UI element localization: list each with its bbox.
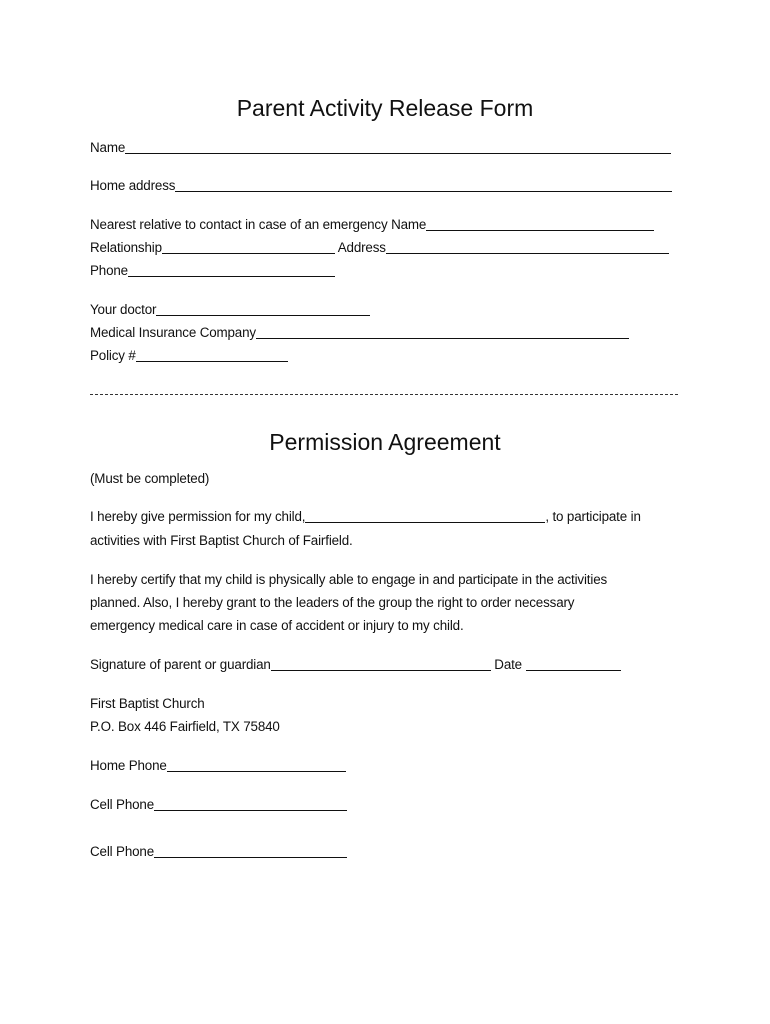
must-complete-note: (Must be completed) [90, 471, 210, 486]
phone-label: Phone [90, 263, 128, 278]
form-title: Parent Activity Release Form [236, 95, 534, 121]
signature-field[interactable] [271, 657, 491, 671]
signature-row [90, 656, 621, 674]
church-address: P.O. Box 446 Fairfield, TX 75840 [90, 719, 280, 734]
insurance-row [90, 324, 629, 342]
relative-address-field[interactable] [386, 240, 669, 254]
section-divider [90, 394, 678, 395]
cell-phone-row-1 [90, 796, 347, 814]
cell-phone-row-2 [90, 843, 347, 861]
relative-phone-field[interactable] [128, 263, 335, 277]
name-label: Name [90, 140, 126, 155]
permission-title: Permission Agreement [269, 429, 501, 455]
home-phone-field[interactable] [167, 758, 346, 772]
cell-phone-label-2: Cell Phone [90, 844, 155, 859]
nearest-relative-row [90, 216, 654, 234]
permission-text-2: , to participate in [545, 509, 641, 524]
certify-line-2: planned. Also, I hereby grant to the leaders of the group the right to order necessary [90, 595, 575, 610]
child-name-field[interactable] [305, 509, 545, 523]
name-row [90, 139, 671, 157]
insurance-label: Medical Insurance Company [90, 325, 256, 340]
doctor-label: Your doctor [90, 302, 157, 317]
cell-phone-field-2[interactable] [154, 844, 347, 858]
nearest-relative-label: Nearest relative to contact in case of an emergency Name [90, 217, 427, 232]
doctor-row [90, 301, 370, 319]
home-phone-label: Home Phone [90, 758, 167, 773]
relationship-label: Relationship [90, 240, 162, 255]
nearest-relative-name-field[interactable] [426, 217, 654, 231]
home-address-label: Home address [90, 178, 176, 193]
permission-line-2: activities with First Baptist Church of Fairfield. [90, 533, 353, 548]
address-label: Address [337, 240, 386, 255]
home-address-row [90, 177, 672, 195]
cell-phone-label-1: Cell Phone [90, 797, 155, 812]
date-field[interactable] [526, 657, 621, 671]
date-label: Date [494, 657, 522, 672]
insurance-field[interactable] [256, 325, 629, 339]
relationship-field[interactable] [162, 240, 335, 254]
policy-row [90, 347, 288, 365]
policy-label: Policy # [90, 348, 136, 363]
policy-field[interactable] [136, 348, 288, 362]
relationship-row [90, 239, 669, 257]
certify-line-3: emergency medical care in case of accident or injury to my child. [90, 618, 464, 633]
cell-phone-field-1[interactable] [154, 797, 347, 811]
permission-text-1: I hereby give permission for my child, [90, 509, 306, 524]
church-name: First Baptist Church [90, 696, 205, 711]
name-field[interactable] [125, 140, 671, 154]
doctor-field[interactable] [156, 302, 370, 316]
home-address-field[interactable] [175, 178, 672, 192]
certify-line-1: I hereby certify that my child is physically able to engage in and participate in the activities [90, 572, 608, 587]
phone-row [90, 262, 335, 280]
permission-line-1 [90, 508, 641, 526]
home-phone-row [90, 757, 346, 775]
signature-label: Signature of parent or guardian [90, 657, 271, 672]
